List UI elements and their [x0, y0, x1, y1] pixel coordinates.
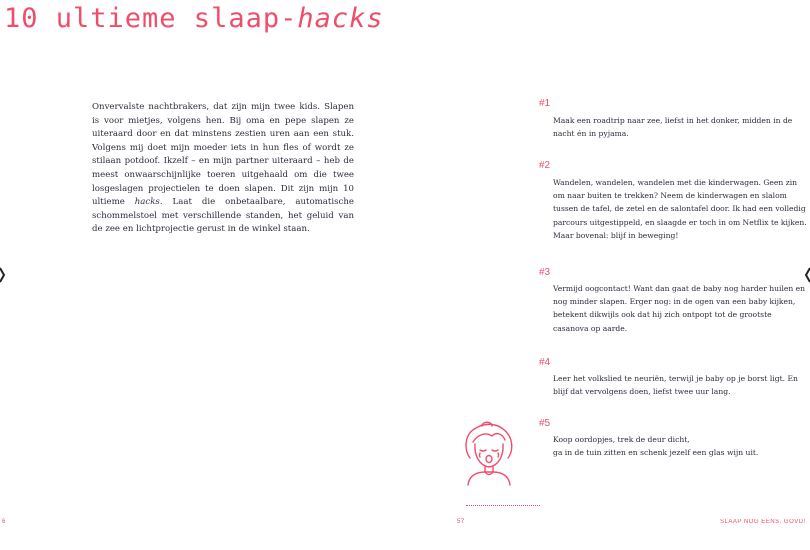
intro-text-before: Onvervalste nachtbrakers, dat zijn mijn twee kids. Slapen is voor mietjes, volgens hen. Bij oma en pepe slapen ze uiteraard door en dat minstens zestien uren aan een stuk. Volgens mij doet mijn moeder iets in hun fles of wordt ze stilaan potdoof. Ikzelf – en mijn partner uiteraard – heb de meest onwaarschijnlijke toeren uitgehaald om die twee losgeslagen projectielen te doen slapen. Dit zijn mijn 10 ultieme — [92, 102, 354, 208]
page-title — [4, 2, 384, 36]
title-italic: hacks — [297, 3, 384, 34]
title-main: 10 ultieme slaap- — [4, 3, 298, 34]
page-edge-marker-left — [0, 267, 6, 283]
item-number-1: #1 — [539, 98, 551, 109]
intro-emphasis: hacks — [134, 197, 160, 208]
item-text-4: Leer het volkslied te neuriën, terwijl je baby op je borst ligt. En blijf dat vervolgens doen, liefst twee uur lang. — [553, 374, 798, 397]
page-number-right: 57 — [457, 519, 465, 525]
item-text-2: Wandelen, wandelen, wandelen met die kinderwagen. Geen zin om naar buiten te trekken? Neem de kinderwagen en slalom tussen de tafel, de zetel en de salontafel door. Ik had een volledig parcours uitgestippeld, en slaagde er toch in om Netflix te kijken. Maar bovenal: blijf in beweging! — [553, 178, 807, 240]
intro-text-after: . Laat die onbetaalbare, automatische schommelstoel met verschillende standen, het geluid van de zee en lichtprojectie gerust in de winkel staan. — [92, 197, 354, 235]
item-number-3: #3 — [539, 267, 551, 278]
intro-paragraph — [92, 101, 354, 237]
page-number-left: 6 — [2, 519, 6, 525]
item-text-5: Koop oordopjes, trek de deur dicht, ga in de tuin zitten en schenk jezelf een glas wijn uit. — [553, 435, 759, 458]
item-number-4: #4 — [539, 357, 551, 368]
item-number-5: #5 — [539, 418, 551, 429]
running-head: SLAAP NOG EENS, GOVD! — [720, 519, 806, 525]
item-text-1: Maak een roadtrip naar zee, liefst in het donker, midden in de nacht én in pyjama. — [553, 116, 793, 139]
item-number-2: #2 — [539, 160, 551, 171]
illustration-divider — [466, 505, 540, 506]
crying-girl-face-icon — [458, 420, 520, 486]
item-text-3: Vermijd oogcontact! Want dan gaat de baby nog harder huilen en nog minder slapen. Erger nog: in de ogen van een baby kijken, betekent dikwijls ook dat hij zich ontpopt tot de grootste casanova op aarde. — [553, 284, 806, 333]
page-edge-marker-right — [804, 267, 810, 283]
